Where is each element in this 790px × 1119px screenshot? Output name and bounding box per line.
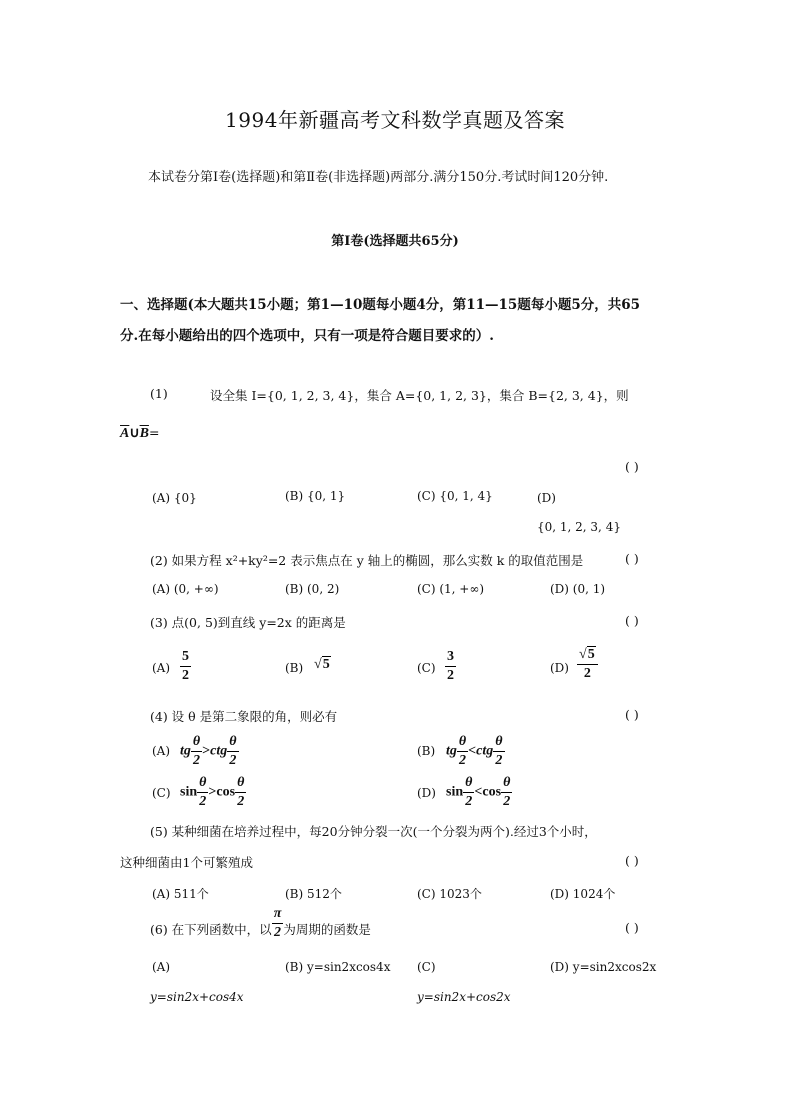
q1-option-d-value: {0, 1, 2, 3, 4} bbox=[537, 520, 621, 534]
q3-option-a-label: (A) bbox=[152, 661, 171, 675]
q5-option-d: (D) 1024个 bbox=[550, 887, 616, 901]
q5-option-b: (B) 512个 bbox=[285, 887, 342, 901]
q4-option-b-label: (B) bbox=[417, 744, 436, 758]
q4-answer-paren: ( ) bbox=[625, 707, 639, 722]
q2-option-b: (B) (0, 2) bbox=[285, 582, 340, 596]
q1-option-b: (B) {0, 1} bbox=[285, 489, 346, 503]
q4-option-a-label: (A) bbox=[152, 744, 171, 758]
q4-option-c-expr: sin $\frac{\theta}{2}$ >cos $\frac{\theta}{2}$ bbox=[180, 775, 245, 809]
q3-option-c-value: $\frac{3}{2}$ bbox=[447, 649, 454, 683]
q2-answer-paren: ( ) bbox=[625, 551, 639, 566]
q6-option-b: (B) y=sin2xcos4x bbox=[285, 960, 391, 974]
q1-option-c: (C) {0, 1, 4} bbox=[417, 489, 493, 503]
q6-option-c-value: y=sin2x+cos2x bbox=[417, 990, 511, 1004]
q3-option-c-label: (C) bbox=[417, 661, 436, 675]
q4-option-c-label: (C) bbox=[152, 786, 171, 800]
page-title: 1994年新疆高考文科数学真题及答案 bbox=[225, 108, 565, 132]
part-header-line-2: 分.在每小题给出的四个选项中，只有一项是符合题目要求的）. bbox=[120, 328, 494, 344]
q1-option-a: (A) {0} bbox=[152, 491, 197, 505]
q4-option-b-expr: tg $\frac{\theta}{2}$ <ctg $\frac{\theta}{2}$ bbox=[446, 734, 503, 768]
q5-option-a: (A) 511个 bbox=[152, 887, 209, 901]
q6-option-a-label: (A) bbox=[152, 960, 171, 974]
q6-option-c-label: (C) bbox=[417, 960, 436, 974]
q6-option-d: (D) y=sin2xcos2x bbox=[550, 960, 657, 974]
q6-answer-paren: ( ) bbox=[625, 920, 639, 935]
q4-option-d-expr: sin $\frac{\theta}{2}$ <cos $\frac{\theta}{2}$ bbox=[446, 775, 511, 809]
q3-option-b-label: (B) bbox=[285, 661, 304, 675]
q1-complement-b: $\overline{B}$ bbox=[139, 426, 149, 441]
q3-option-a-value: $\frac{5}{2}$ bbox=[182, 649, 189, 683]
q1-union: ∪ bbox=[129, 426, 140, 441]
part-header-line-1: 一、选择题(本大题共15小题；第1—10题每小题4分，第11—15题每小题5分，共65 bbox=[120, 297, 640, 313]
q4-option-a-expr: tg $\frac{\theta}{2}$ >ctg $\frac{\theta}{2}$ bbox=[180, 734, 237, 768]
q3-answer-paren: ( ) bbox=[625, 613, 639, 628]
q1-complement-a: $\overline{A}$ bbox=[120, 426, 130, 441]
q6-option-a-value: y=sin2x+cos4x bbox=[150, 990, 244, 1004]
intro-text: 本试卷分第Ⅰ卷(选择题)和第Ⅱ卷(非选择题)两部分.满分150分.考试时间120分钟. bbox=[148, 170, 609, 185]
q4-option-d-label: (D) bbox=[417, 786, 436, 800]
q1-answer-paren: ( ) bbox=[625, 459, 639, 474]
q5-text-line-1: (5) 某种细菌在培养过程中，每20分钟分裂一次(一个分裂为两个).经过3个小时， bbox=[150, 824, 597, 839]
q1-number: (1) bbox=[150, 386, 168, 401]
q3-option-b-value: √5 bbox=[314, 657, 330, 672]
q1-equals: = bbox=[148, 425, 160, 440]
q1-expression bbox=[120, 422, 159, 442]
q3-option-d-label: (D) bbox=[550, 661, 569, 675]
q2-option-d: (D) (0, 1) bbox=[550, 582, 606, 596]
q1-text: 设全集 I={0, 1, 2, 3, 4}，集合 A={0, 1, 2, 3}，集合 B={2, 3, 4}，则 bbox=[210, 388, 629, 403]
q3-option-d-value: $\frac{√5}{2}$ bbox=[577, 648, 598, 681]
q3-text: (3) 点(0, 5)到直线 y=2x 的距离是 bbox=[150, 615, 346, 630]
q2-text: (2) 如果方程 x²+ky²=2 表示焦点在 y 轴上的椭圆，那么实数 k 的取值范围是 bbox=[150, 553, 584, 568]
section-heading: 第Ⅰ卷(选择题共65分) bbox=[331, 234, 459, 249]
q1-option-d-label: (D) bbox=[537, 491, 556, 505]
q5-text-line-2: 这种细菌由1个可繁殖成 bbox=[120, 855, 253, 870]
q2-option-a: (A) (0, +∞) bbox=[152, 582, 219, 596]
q2-option-c: (C) (1, +∞) bbox=[417, 582, 485, 596]
q6-text: (6) 在下列函数中，以 $\frac{\pi}{2}$ 为周期的函数是 bbox=[150, 906, 371, 940]
q5-option-c: (C) 1023个 bbox=[417, 887, 482, 901]
q4-text: (4) 设 θ 是第二象限的角，则必有 bbox=[150, 709, 338, 724]
q5-answer-paren: ( ) bbox=[625, 853, 639, 868]
